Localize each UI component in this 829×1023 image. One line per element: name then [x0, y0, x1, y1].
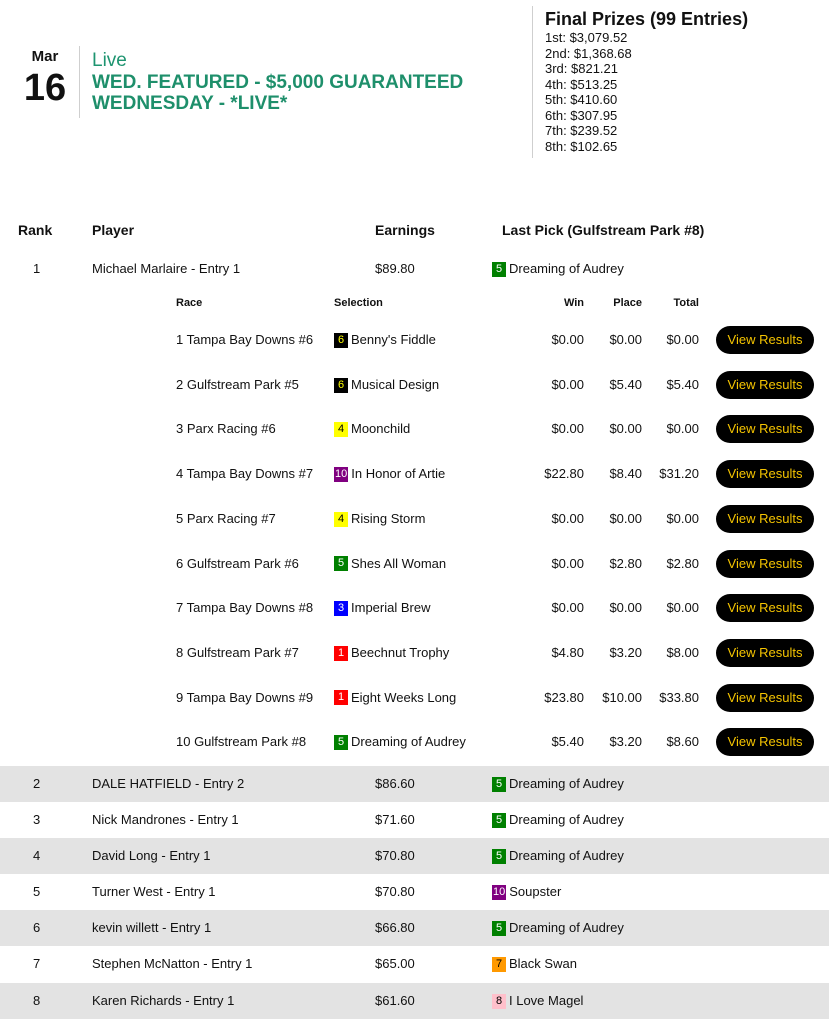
- total-value: $0.00: [666, 421, 699, 437]
- total-value: $31.20: [659, 466, 699, 482]
- saddle-cloth-badge: 10: [493, 885, 506, 898]
- view-results-button[interactable]: View Results: [716, 728, 814, 756]
- selection: [334, 631, 449, 676]
- prize-line: 6th: $307.95: [545, 107, 618, 123]
- race-name: 8 Gulfstream Park #7: [176, 644, 299, 660]
- race-leg-row: [0, 720, 829, 765]
- total-value: $2.80: [666, 555, 699, 571]
- contest-date: [20, 48, 70, 108]
- win-value: $0.00: [551, 376, 584, 392]
- selection: [334, 318, 436, 363]
- player-row[interactable]: [0, 766, 829, 802]
- place-value: $0.00: [609, 421, 642, 437]
- last-pick: [492, 766, 624, 802]
- earnings-header: Earnings: [375, 222, 435, 238]
- player-row[interactable]: [0, 874, 829, 910]
- player-name: kevin willett - Entry 1: [92, 920, 212, 935]
- rank-value: 3: [33, 812, 41, 827]
- earnings-value: $70.80: [375, 884, 415, 899]
- selection: [334, 363, 439, 408]
- horse-name: Beechnut Trophy: [351, 644, 450, 660]
- total-value: $8.60: [666, 734, 699, 750]
- place-value: $5.40: [609, 376, 642, 392]
- rank-value: 4: [33, 848, 41, 863]
- player-row[interactable]: [0, 983, 829, 1019]
- race-leg-row: [0, 452, 829, 497]
- place-header: Place: [613, 297, 642, 309]
- saddle-cloth-badge: 4: [334, 512, 348, 527]
- race-name: 6 Gulfstream Park #6: [176, 555, 299, 571]
- prize-line: 8th: $102.65: [545, 138, 618, 154]
- win-value: $0.00: [551, 332, 584, 347]
- horse-name: Black Swan: [509, 956, 577, 971]
- race-leg-row: [0, 363, 829, 408]
- race-name: 7 Tampa Bay Downs #8: [176, 600, 314, 616]
- selection: [334, 497, 425, 542]
- prize-line: 1st: $3,079.52: [545, 30, 628, 45]
- earnings-value: $89.80: [375, 261, 415, 276]
- prize-line: 3rd: $821.21: [545, 61, 619, 76]
- rank-header: Rank: [18, 222, 53, 238]
- view-results-button[interactable]: View Results: [716, 415, 814, 443]
- race-leg-row: [0, 497, 829, 542]
- view-results-button[interactable]: View Results: [716, 460, 814, 488]
- win-value: $0.00: [551, 510, 584, 526]
- player-row[interactable]: [0, 251, 829, 287]
- selection: [334, 452, 445, 497]
- race-name: 9 Tampa Bay Downs #9: [176, 689, 314, 705]
- saddle-cloth-badge: 10: [335, 467, 348, 480]
- view-results-button[interactable]: View Results: [716, 550, 814, 578]
- saddle-cloth-badge: 5: [492, 777, 506, 792]
- prizes-title: Final Prizes (99 Entries): [545, 9, 749, 29]
- player-name: Nick Mandrones - Entry 1: [92, 812, 239, 827]
- earnings-value: $65.00: [375, 956, 415, 971]
- prize-line: 2nd: $1,368.68: [545, 45, 632, 61]
- horse-name: Rising Storm: [351, 510, 426, 526]
- race-leg-row: [0, 676, 829, 721]
- win-header: Win: [563, 297, 584, 309]
- view-results-button[interactable]: View Results: [716, 684, 814, 712]
- horse-name: Dreaming of Audrey: [509, 920, 624, 935]
- last-pick: [492, 251, 624, 287]
- rank-value: 5: [33, 884, 41, 899]
- win-value: $22.80: [544, 466, 584, 482]
- selection: [334, 542, 446, 587]
- place-value: $2.80: [609, 555, 642, 571]
- total-value: $0.00: [666, 510, 699, 526]
- prize-line: 4th: $513.25: [545, 76, 618, 92]
- win-value: $5.40: [551, 734, 584, 750]
- win-value: $0.00: [551, 421, 584, 437]
- horse-name: Dreaming of Audrey: [509, 776, 624, 791]
- saddle-cloth-badge: 1: [334, 690, 348, 705]
- place-value: $10.00: [602, 689, 642, 705]
- horse-name: Dreaming of Audrey: [351, 734, 466, 750]
- player-row[interactable]: [0, 838, 829, 874]
- horse-name: Benny's Fiddle: [351, 332, 436, 347]
- race-leg-row: [0, 631, 829, 676]
- win-value: $0.00: [551, 555, 584, 571]
- total-value: $0.00: [666, 332, 699, 347]
- total-value: $0.00: [666, 600, 699, 616]
- place-value: $0.00: [609, 332, 642, 347]
- saddle-cloth-badge: 5: [334, 556, 348, 571]
- win-value: $4.80: [551, 644, 584, 660]
- earnings-value: $70.80: [375, 848, 415, 863]
- player-name: Karen Richards - Entry 1: [92, 993, 235, 1008]
- horse-name: In Honor of Artie: [351, 466, 446, 482]
- prize-line: 7th: $239.52: [545, 123, 618, 138]
- saddle-cloth-badge: 3: [334, 601, 348, 616]
- player-row[interactable]: [0, 802, 829, 838]
- horse-name: Shes All Woman: [351, 555, 447, 571]
- total-value: $33.80: [659, 689, 699, 705]
- race-name: 3 Parx Racing #6: [176, 421, 276, 437]
- race-name: 10 Gulfstream Park #8: [176, 734, 307, 750]
- last-pick: [492, 946, 577, 982]
- earnings-value: $71.60: [375, 812, 415, 827]
- race-name: 4 Tampa Bay Downs #7: [176, 466, 314, 482]
- contest-month: Mar: [31, 48, 59, 65]
- selection: [334, 407, 410, 452]
- view-results-button[interactable]: View Results: [716, 639, 814, 667]
- saddle-cloth-badge: 5: [492, 813, 506, 828]
- saddle-cloth-badge: 5: [492, 921, 506, 936]
- player-name: DALE HATFIELD - Entry 2: [92, 776, 245, 791]
- last-pick: [492, 838, 624, 874]
- contest-day: 16: [23, 67, 67, 109]
- place-value: $8.40: [609, 466, 642, 482]
- player-header: Player: [92, 222, 135, 238]
- horse-name: Moonchild: [351, 421, 411, 437]
- divider: [79, 46, 80, 118]
- prize-line: 5th: $410.60: [545, 92, 618, 107]
- horse-name: Dreaming of Audrey: [509, 261, 624, 276]
- saddle-cloth-badge: 5: [492, 849, 506, 864]
- player-name: Stephen McNatton - Entry 1: [92, 956, 253, 971]
- rank-value: 6: [33, 920, 41, 935]
- view-results-button[interactable]: View Results: [716, 326, 814, 354]
- saddle-cloth-badge: 8: [492, 994, 506, 1009]
- view-results-button[interactable]: View Results: [716, 594, 814, 622]
- last-pick-header: Last Pick (Gulfstream Park #8): [502, 222, 705, 238]
- total-value: $5.40: [666, 376, 699, 392]
- rank-value: 8: [33, 993, 41, 1008]
- divider: [532, 6, 533, 158]
- horse-name: Musical Design: [351, 376, 440, 392]
- race-header: Race: [176, 297, 203, 309]
- total-header: Total: [673, 297, 699, 309]
- saddle-cloth-badge: 1: [334, 646, 348, 661]
- race-name: 1 Tampa Bay Downs #6: [176, 332, 314, 347]
- horse-name: Eight Weeks Long: [351, 689, 457, 705]
- saddle-cloth-badge: 7: [492, 957, 506, 972]
- horse-name: Soupster: [509, 884, 562, 899]
- rank-value: 7: [33, 956, 41, 971]
- contest-status: Live: [92, 50, 127, 71]
- win-value: $23.80: [544, 689, 584, 705]
- player-name: Turner West - Entry 1: [92, 884, 216, 899]
- race-name: 5 Parx Racing #7: [176, 510, 276, 526]
- place-value: $0.00: [609, 600, 642, 616]
- earnings-value: $61.60: [375, 993, 415, 1008]
- horse-name: I Love Magel: [509, 993, 584, 1008]
- place-value: $3.20: [609, 734, 642, 750]
- race-leg-row: [0, 407, 829, 452]
- player-row[interactable]: [0, 910, 829, 946]
- player-name: David Long - Entry 1: [92, 848, 211, 863]
- saddle-cloth-badge: 5: [334, 735, 348, 750]
- rank-value: 2: [33, 776, 41, 791]
- last-pick: [492, 983, 583, 1019]
- saddle-cloth-badge: 5: [492, 262, 506, 277]
- last-pick: [492, 910, 624, 946]
- race-leg-row: [0, 542, 829, 587]
- race-leg-row: [0, 586, 829, 631]
- player-row[interactable]: [0, 946, 829, 982]
- saddle-cloth-badge: 4: [334, 422, 348, 437]
- saddle-cloth-badge: 6: [334, 333, 348, 348]
- selection: [334, 720, 466, 765]
- place-value: $0.00: [609, 510, 642, 526]
- view-results-button[interactable]: View Results: [716, 505, 814, 533]
- race-name: 2 Gulfstream Park #5: [176, 376, 299, 392]
- total-value: $8.00: [666, 644, 699, 660]
- earnings-value: $66.80: [375, 920, 415, 935]
- earnings-value: $86.60: [375, 776, 415, 791]
- contest-title: WED. FEATURED - $5,000 GUARANTEED WEDNESDAY - *LIVE*: [92, 72, 464, 114]
- final-prizes-panel: [545, 8, 748, 154]
- horse-name: Imperial Brew: [351, 600, 431, 616]
- view-results-button[interactable]: View Results: [716, 371, 814, 399]
- win-value: $0.00: [551, 600, 584, 616]
- player-name: Michael Marlaire - Entry 1: [92, 261, 241, 276]
- place-value: $3.20: [609, 644, 642, 660]
- saddle-cloth-badge: 6: [334, 378, 348, 393]
- selection: [334, 586, 430, 631]
- selection-header: Selection: [334, 297, 383, 309]
- last-pick: [492, 802, 624, 838]
- rank-value: 1: [33, 261, 41, 276]
- horse-name: Dreaming of Audrey: [509, 812, 624, 827]
- race-leg-row: [0, 318, 829, 363]
- horse-name: Dreaming of Audrey: [509, 848, 624, 863]
- last-pick: [492, 874, 561, 910]
- selection: [334, 676, 456, 721]
